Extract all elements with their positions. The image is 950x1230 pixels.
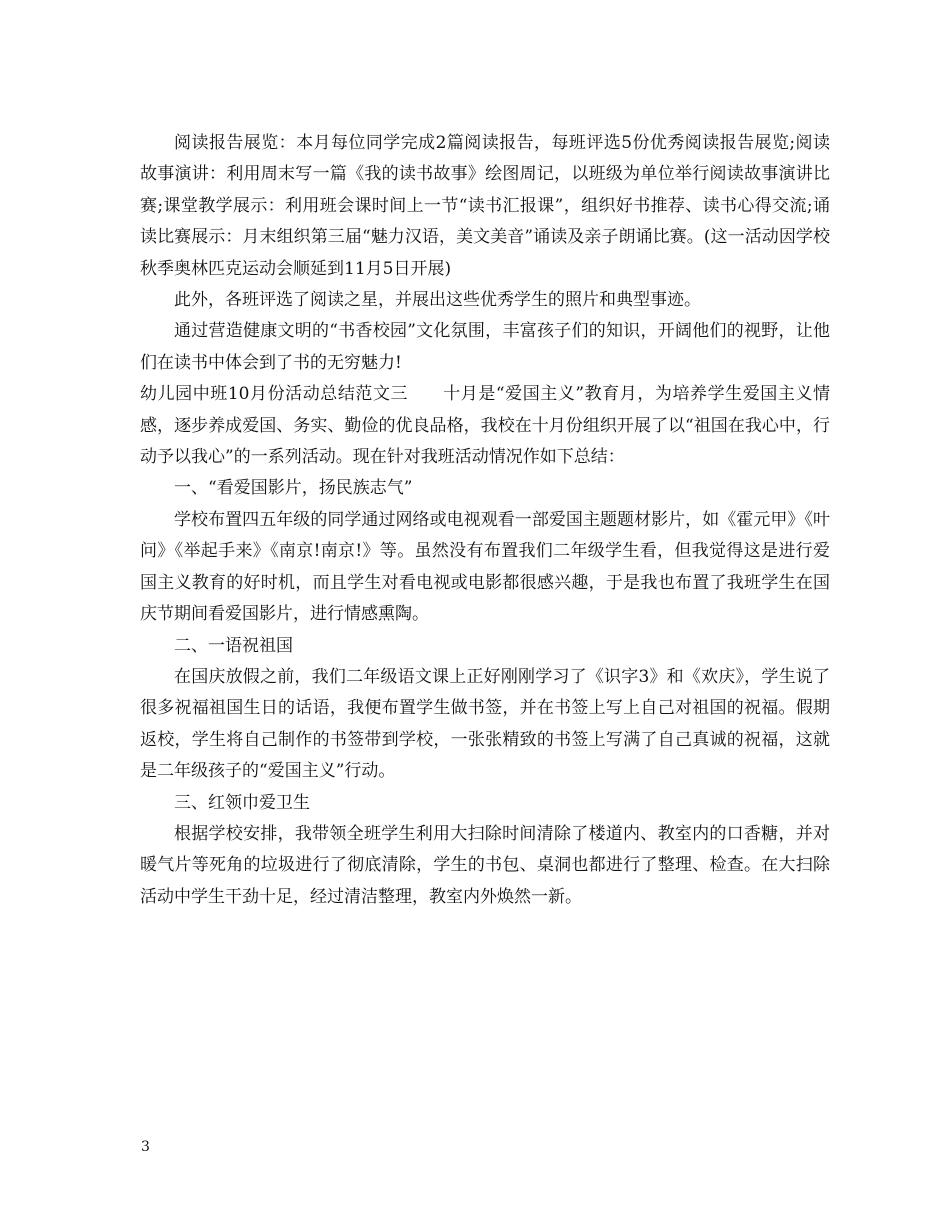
paragraph-cleaning-activity: 根据学校安排，我带领全班学生利用大扫除时间清除了楼道内、教室内的口香糖，并对暖气片等死角的垃圾进行了彻底清除，学生的书包、桌洞也都进行了整理、检查。在大扫除活动中学生干劲十足，经过清洁整理，教室内外焕然一新。 xyxy=(140,823,830,907)
section-heading-red-scarf-hygiene: 三、红领巾爱卫生 xyxy=(174,792,310,813)
paragraph-reading-activities: 阅读报告展览：本月每位同学完成2篇阅读报告，每班评选5份优秀阅读报告展览;阅读故事演讲：利用周末写一篇《我的读书故事》绘图周记，以班级为单位举行阅读故事演讲比赛;课堂教学展示：利用班会课时间上一节“读书汇报课”，组织好书推荐、读书心得交流;诵读比赛展示：月末组织第三届“魅力汉语，美文美音”诵读及亲子朗诵比赛。(这一活动因学校秋季奥林匹克运动会顺延到11月5日开展) xyxy=(140,133,830,279)
paragraph-bookmark-blessings: 在国庆放假之前，我们二年级语文课上正好刚刚学习了《识字3》和《欢庆》，学生说了很多祝福祖国生日的话语，我便布置学生做书签，并在书签上写上自己对祖国的祝福。假期返校，学生将自己制作的书签带到学校，一张张精致的书签上写满了自己真诚的祝福，这就是二年级孩子的“爱国主义”行动。 xyxy=(140,666,830,782)
page-number: 3 xyxy=(141,1139,150,1155)
section-heading-patriotic-films: 一、“看爱国影片，扬民族志气” xyxy=(174,478,413,499)
paragraph-october-summary-intro: 幼儿园中班10月份活动总结范文三 十月是“爱国主义”教育月，为培养学生爱国主义情感，逐步养成爱国、务实、勤俭的优良品格，我校在十月份组织开展了以“祖国在我心中，行动予以我心”的一系列活动。现在针对我班活动情况作如下总结： xyxy=(140,384,830,468)
paragraph-patriotic-films: 学校布置四五年级的同学通过网络或电视观看一部爱国主题题材影片，如《霍元甲》《叶问》《举起手来》《南京!南京!》等。虽然没有布置我们二年级学生看，但我觉得这是进行爱国主义教育的好时机，而且学生对看电视或电影都很感兴趣，于是我也布置了我班学生在国庆节期间看爱国影片，进行情感熏陶。 xyxy=(140,509,830,625)
paragraph-book-campus: 通过营造健康文明的“书香校园”文化氛围，丰富孩子们的知识，开阔他们的视野，让他们在读书中体会到了书的无穷魅力! xyxy=(140,321,830,373)
document-body xyxy=(140,128,830,913)
section-heading-bless-motherland: 二、一语祝祖国 xyxy=(174,635,293,656)
paragraph-reading-stars: 此外，各班评选了阅读之星，并展出这些优秀学生的照片和典型事迹。 xyxy=(174,290,701,311)
